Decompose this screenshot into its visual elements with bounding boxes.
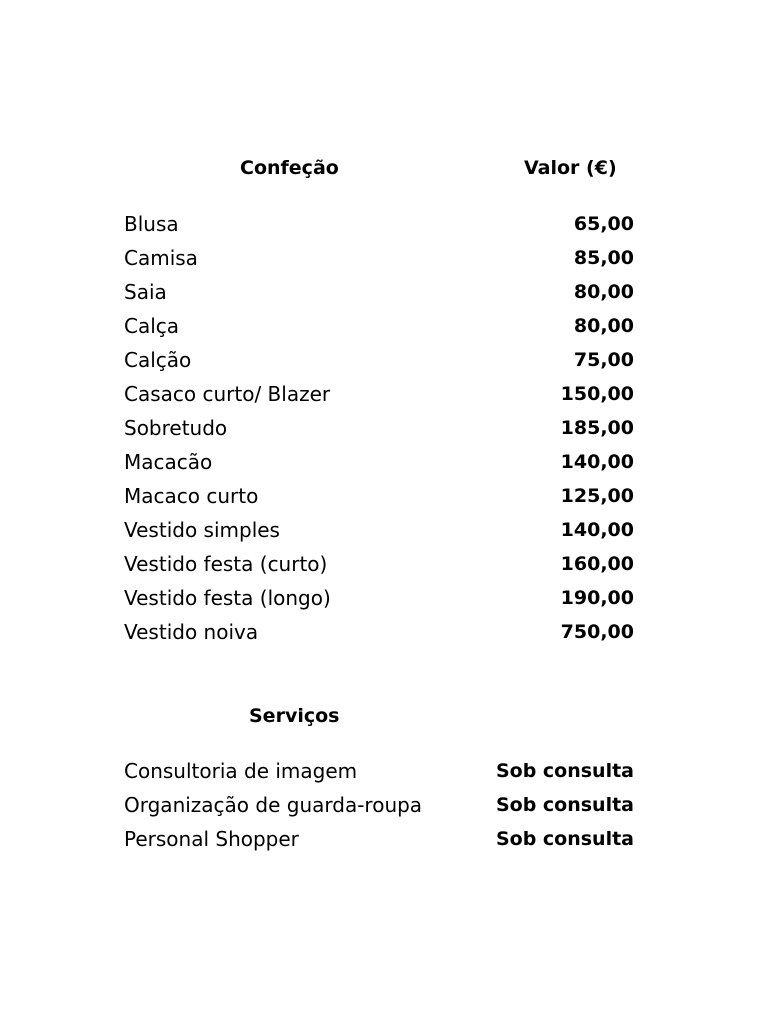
item-label: Macaco curto [124,484,259,508]
item-price: 75,00 [573,349,634,371]
item-label: Camisa [124,246,198,270]
price-row [124,547,634,581]
price-row [124,581,634,615]
item-label: Casaco curto/ Blazer [124,382,331,406]
service-row [124,788,634,822]
price-row [124,513,634,547]
service-label: Personal Shopper [124,827,299,851]
item-label: Sobretudo [124,416,228,440]
item-price: 190,00 [560,587,634,609]
price-row [124,479,634,513]
price-row [124,207,634,241]
item-label: Macacão [124,450,213,474]
service-price: Sob consulta [495,794,634,816]
price-row [124,343,634,377]
service-row [124,754,634,788]
item-price: 65,00 [573,213,634,235]
item-label: Calção [124,348,192,372]
service-row [124,822,634,856]
item-price: 140,00 [560,519,634,541]
item-label: Saia [124,280,167,304]
item-price: 140,00 [560,451,634,473]
price-row [124,275,634,309]
item-price: 85,00 [573,247,634,269]
item-label: Vestido festa (longo) [124,586,331,610]
item-price: 150,00 [560,383,634,405]
item-price: 185,00 [560,417,634,439]
price-row [124,615,634,649]
price-row [124,241,634,275]
price-row [124,411,634,445]
confecao-heading: Confeção [240,157,339,179]
item-price: 125,00 [560,485,634,507]
servicos-heading: Serviços [249,705,340,727]
price-row [124,445,634,479]
item-price: 80,00 [573,315,634,337]
service-price: Sob consulta [495,760,634,782]
item-label: Calça [124,314,180,338]
valor-heading: Valor (€) [524,157,617,179]
service-label: Organização de guarda-roupa [124,793,423,817]
item-label: Vestido simples [124,518,280,542]
item-price: 750,00 [560,621,634,643]
item-price: 160,00 [560,553,634,575]
price-row [124,377,634,411]
item-label: Vestido noiva [124,620,259,644]
item-label: Vestido festa (curto) [124,552,328,576]
price-row [124,309,634,343]
service-label: Consultoria de imagem [124,759,358,783]
service-price: Sob consulta [495,828,634,850]
item-price: 80,00 [573,281,634,303]
item-label: Blusa [124,212,179,236]
